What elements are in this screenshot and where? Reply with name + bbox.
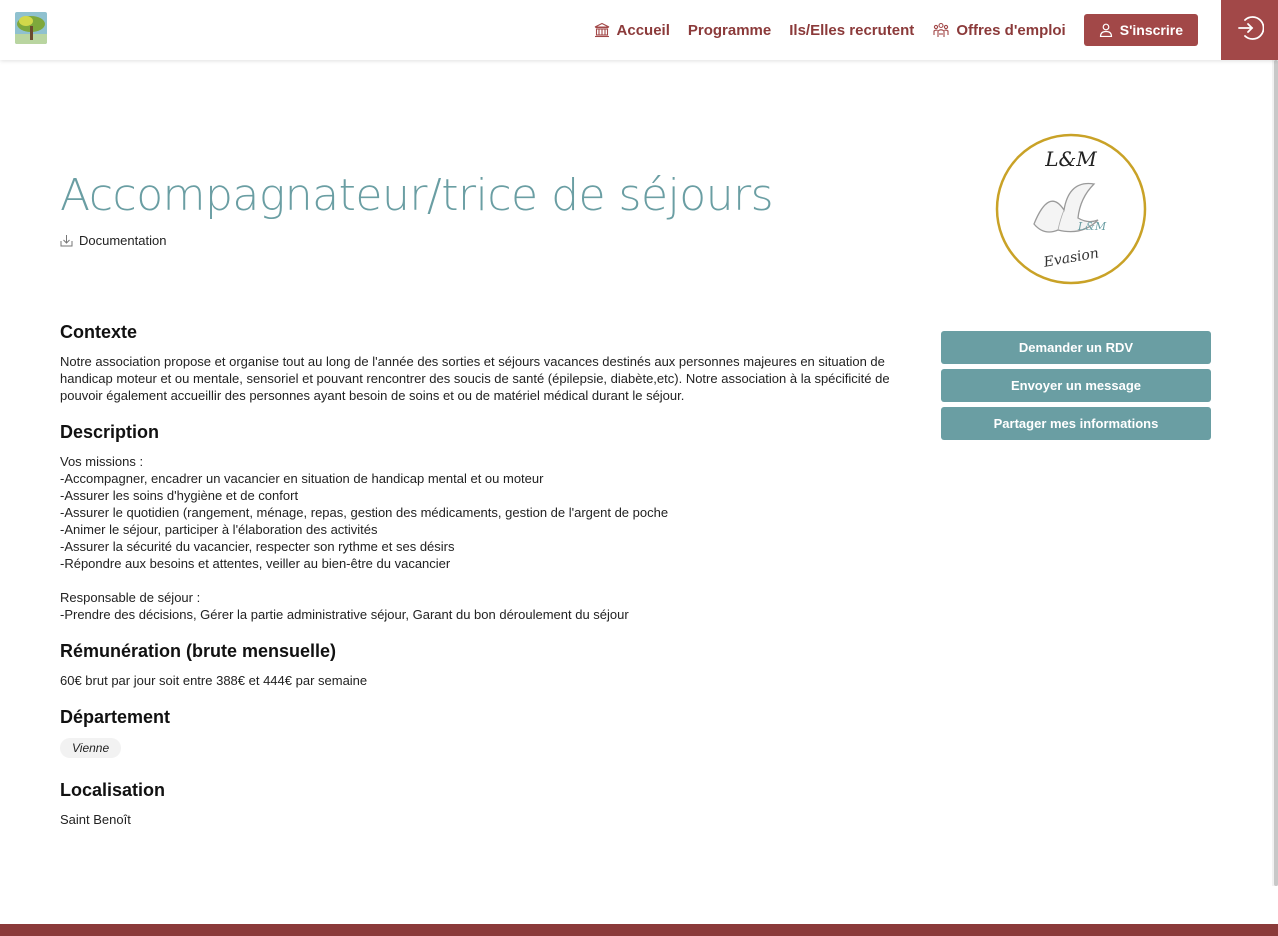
description-line: -Prendre des décisions, Gérer la partie administrative séjour, Garant du bon déroulement du séjour bbox=[60, 607, 629, 622]
team-icon bbox=[932, 21, 950, 39]
action-panel bbox=[941, 331, 1211, 445]
logo-top-text: L&M bbox=[1045, 147, 1097, 171]
nav-accueil[interactable] bbox=[593, 21, 670, 39]
share-info-button[interactable]: Partager mes informations bbox=[941, 407, 1211, 440]
request-meeting-button[interactable]: Demander un RDV bbox=[941, 331, 1211, 364]
description-line: -Répondre aux besoins et attentes, veiller au bien-être du vacancier bbox=[60, 556, 451, 571]
remuneration-title: Rémunération (brute mensuelle) bbox=[60, 641, 337, 661]
company-logo bbox=[994, 132, 1148, 286]
documentation-link[interactable] bbox=[60, 233, 166, 248]
departement-tag: Vienne bbox=[60, 738, 121, 758]
description-line: -Animer le séjour, participer à l'élaboration des activités bbox=[60, 522, 378, 537]
logo-mid-text: L&M bbox=[1077, 220, 1107, 233]
description-line: Vos missions : bbox=[60, 454, 144, 469]
description-line: -Assurer les soins d'hygiène et de confort bbox=[60, 488, 299, 503]
send-message-button[interactable]: Envoyer un message bbox=[941, 369, 1211, 402]
description-line bbox=[60, 572, 910, 589]
description-text bbox=[60, 453, 910, 623]
nav-programme-label: Programme bbox=[687, 21, 772, 39]
nav-recruteurs-label: Ils/Elles recrutent bbox=[789, 21, 915, 39]
login-button[interactable] bbox=[1221, 0, 1278, 60]
localisation-title: Localisation bbox=[60, 780, 166, 800]
description-line: -Assurer la sécurité du vacancier, respecter son rythme et ses désirs bbox=[60, 539, 455, 554]
localisation-text: Saint Benoît bbox=[60, 812, 131, 827]
nav-recruteurs[interactable] bbox=[789, 22, 914, 39]
building-icon bbox=[593, 21, 611, 39]
nav-programme[interactable] bbox=[688, 22, 771, 39]
signup-button[interactable] bbox=[1084, 14, 1198, 46]
description-line: -Accompagner, encadrer un vacancier en situation de handicap mental et ou moteur bbox=[60, 471, 544, 486]
scrollbar-thumb[interactable] bbox=[1274, 60, 1278, 886]
nav-offres[interactable] bbox=[932, 21, 1065, 39]
signup-label: S'inscrire bbox=[1119, 22, 1183, 38]
site-header bbox=[0, 0, 1278, 60]
description-line: Responsable de séjour : bbox=[60, 590, 201, 605]
documentation-label: Documentation bbox=[79, 233, 167, 248]
nav-offres-label: Offres d'emploi bbox=[956, 21, 1066, 39]
download-icon bbox=[60, 234, 73, 247]
page-title: Accompagnateur/trice de séjours bbox=[60, 170, 774, 221]
job-details bbox=[60, 322, 910, 846]
contexte-title: Contexte bbox=[60, 322, 138, 342]
remuneration-text: 60€ brut par jour soit entre 388€ et 444€ par semaine bbox=[60, 673, 368, 688]
departement-title: Département bbox=[60, 707, 171, 727]
logo-bottom-text: Evasion bbox=[1042, 245, 1101, 271]
contexte-text: Notre association propose et organise tout au long de l'année des sorties et séjours vacances destinés aux personnes majeures en situation de handicap moteur et ou mentale, sensoriel et pouvant rencontrer des soucis de santé (épilepsie, diabète,etc). Notre association à la spécificité de pouvoir également accueillir des personnes ayant besoin de soins et ou de matériel médical durant le séjour. bbox=[60, 354, 890, 403]
site-footer bbox=[0, 924, 1278, 936]
tree-logo-icon[interactable] bbox=[15, 12, 47, 44]
nav-accueil-label: Accueil bbox=[616, 21, 670, 39]
main-nav bbox=[575, 0, 1198, 60]
user-icon bbox=[1099, 23, 1113, 37]
login-icon bbox=[1236, 14, 1264, 47]
description-title: Description bbox=[60, 422, 160, 442]
description-line: -Assurer le quotidien (rangement, ménage, repas, gestion des médicaments, gestion de l'argent de poche bbox=[60, 505, 669, 520]
